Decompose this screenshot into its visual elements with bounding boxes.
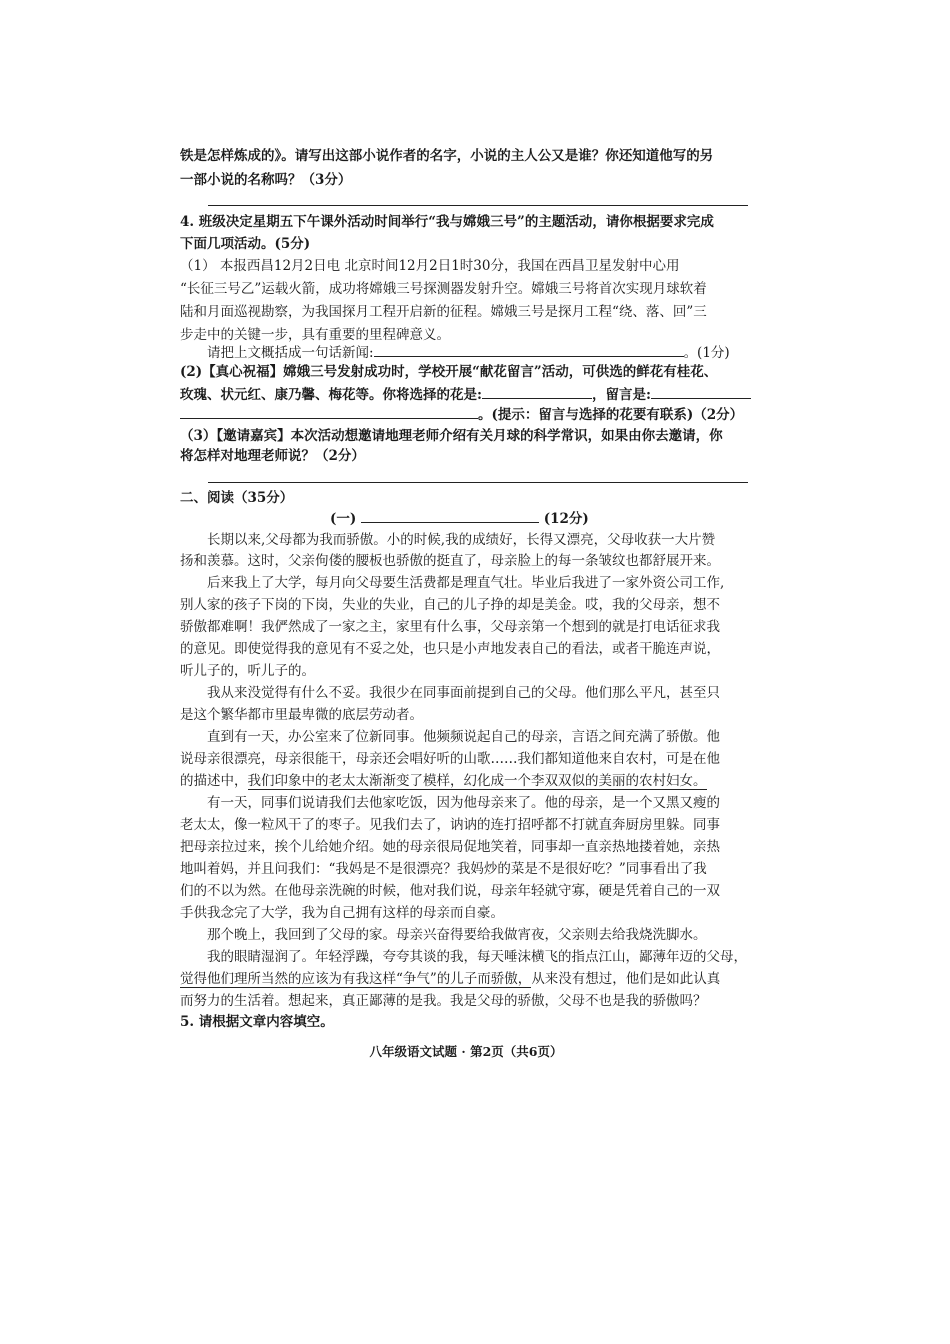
passage-line: 说母亲很漂亮，母亲很能干，母亲还会唱好听的山歌……我们都知道他来自农村，可是在他 (180, 751, 720, 767)
underlined-sentence: 我们印象中的老太太渐渐变了模样，幻化成一个李双双似的美丽的农村妇女。 (247, 773, 707, 789)
q4-s3-line: 将怎样对地理老师说？（2分） (180, 448, 365, 464)
q4-s1-prompt-line (207, 342, 730, 363)
q4-s1-line: 陆和月面巡视勘察，为我国探月工程开启新的征程。嫦娥三号是探月工程“绕、落、回”三 (180, 304, 707, 320)
q4-s1-line: 步走中的关键一步，具有重要的里程碑意义。 (180, 327, 450, 343)
passage-line: 我从来没觉得有什么不妥。我很少在同事面前提到自己的父母。他们那么平凡，甚至只 (207, 685, 720, 701)
section-heading: 二、阅读（35分） (180, 490, 294, 506)
message-blank[interactable] (651, 384, 751, 399)
passage-line: 长期以来,父母都为我而骄傲。小的时候,我的成绩好，长得又漂亮，父母收获一大片赞 (207, 532, 716, 548)
passage-line: 老太太，像一粒风干了的枣子。见我们去了，讷讷的连打招呼都不打就直奔厨房里躲。同事 (180, 817, 720, 833)
q4-s1-line: （1） 本报西昌12月2日电 北京时间12月2日1时30分，我国在西昌卫星发射中心用 (180, 258, 680, 274)
passage-line: 后来我上了大学，每月向父母要生活费都是理直气壮。毕业后我进了一家外资公司工作, (207, 575, 725, 591)
q4-s3-line: （3）【邀请嘉宾】本次活动想邀请地理老师介绍有关月球的科学常识，如果由你去邀请，你 (180, 428, 723, 444)
q4-s1-prompt: 请把上文概括成一句话新闻: (207, 345, 374, 361)
passage-text: 的描述中， (180, 773, 248, 789)
q4-text-line: 下面几项活动。(5分) (180, 236, 311, 252)
passage-line: 我的眼睛湿润了。年轻浮躁，夸夸其谈的我，每天唾沫横飞的指点江山，鄙薄年迈的父母， (207, 949, 747, 965)
q4-s1-score: 。(1分) (683, 345, 730, 361)
news-summary-blank[interactable] (374, 342, 684, 357)
q3-text-line: 铁是怎样炼成的》。请写出这部小说作者的名字，小说的主人公又是谁？你还知道他写的另 (180, 148, 714, 164)
passage-line: 别人家的孩子下岗的下岗，失业的失业，自己的儿子挣的却是美金。哎，我的父母亲，想不 (180, 597, 720, 613)
message-blank-continued[interactable] (180, 404, 478, 419)
passage-line: 手供我念完了大学，我为自己拥有这样的母亲而自豪。 (180, 905, 504, 921)
passage-line (180, 771, 707, 791)
subsection-score: (12分) (543, 511, 589, 527)
passage-line: 而努力的生活着。想起来，真正鄙薄的是我。我是父母的骄傲，父母不也是我的骄傲吗？ (180, 993, 707, 1009)
q4-s2-line (180, 404, 743, 425)
q4-s2-line (180, 384, 751, 405)
q3-text-line: 一部小说的名称吗？（3分） (180, 172, 352, 188)
q4-text-line: 4. 班级决定星期五下午课外活动时间举行“我与嫦娥三号”的主题活动，请你根据要求完成 (180, 214, 714, 230)
q4-s2-flower-prompt: 玫瑰、状元红、康乃馨、梅花等。你将选择的花是: (180, 387, 482, 403)
passage-line: 把母亲拉过来，挨个儿给她介绍。她的母亲很局促地笑着，同事却一直亲热地搂着她，亲热 (180, 839, 720, 855)
passage-line: 扬和羡慕。这时，父亲佝偻的腰板也骄傲的挺直了，母亲脸上的每一条皱纹也都舒展开来。 (180, 553, 720, 569)
passage-line: 是这个繁华都市里最卑微的底层劳动者。 (180, 707, 423, 723)
title-blank[interactable] (361, 508, 539, 523)
passage-line: 的意见。即使觉得我的意见有不妥之处，也只是小声地发表自己的看法，或者干脆连声说， (180, 641, 720, 657)
q4-s2-hint: 。(提示：留言与选择的花要有联系)（2分） (478, 407, 744, 423)
page-footer: 八年级语文试题 · 第2页（共6页） (369, 1044, 563, 1059)
passage-line (180, 969, 720, 989)
passage-line: 地叫着妈，并且问我们：“我妈是不是很漂亮？我妈炒的菜是不是很好吃？”同事看出了我 (180, 861, 707, 877)
passage-text: 从来没有想过，他们是如此认真 (531, 971, 721, 987)
q4-s1-line: “长征三号乙”运载火箭，成功将嫦娥三号探测器发射升空。嫦娥三号将首次实现月球软着 (180, 281, 707, 297)
underlined-sentence: 觉得他们理所当然的应该为有我这样“争气”的儿子而骄傲， (180, 971, 532, 987)
q4-s2-line: (2)【真心祝福】嫦娥三号发射成功时，学校开展“献花留言”活动，可供选的鲜花有桂花、 (180, 364, 718, 380)
passage-line: 那个晚上，我回到了父母的家。母亲兴奋得要给我做宵夜，父亲则去给我烧洗脚水。 (207, 927, 707, 943)
passage-line: 们的不以为然。在他母亲洗碗的时候，他对我们说，母亲年轻就守寡，硬是凭着自己的一双 (180, 883, 720, 899)
passage-line: 有一天，同事们说请我们去他家吃饭，因为他母亲来了。他的母亲，是一个又黑又瘦的 (207, 795, 720, 811)
answer-line[interactable] (208, 205, 748, 206)
passage-line: 听儿子的，听儿子的。 (180, 663, 315, 679)
answer-line[interactable] (208, 482, 748, 483)
flower-choice-blank[interactable] (482, 384, 592, 399)
q5-prompt: 5. 请根据文章内容填空。 (180, 1014, 334, 1030)
q4-s2-message-prompt: ，留言是: (591, 387, 651, 403)
subsection-title-line (330, 508, 589, 529)
passage-line: 骄傲都难啊！我俨然成了一家之主，家里有什么事，父母亲第一个想到的就是打电话征求我 (180, 619, 720, 635)
passage-line: 直到有一天，办公室来了位新同事。他频频说起自己的母亲，言语之间充满了骄傲。他 (207, 729, 720, 745)
subsection-number: (一) (330, 511, 357, 527)
